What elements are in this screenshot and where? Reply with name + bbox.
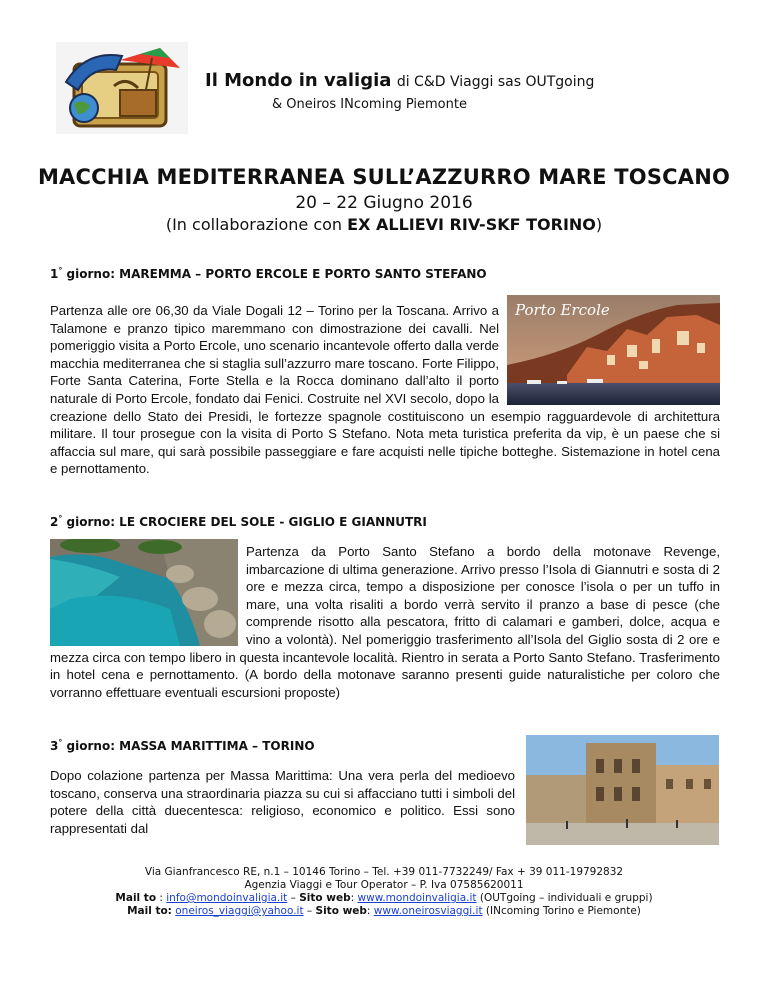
page-title: MACCHIA MEDITERRANEA SULL’AZZURRO MARE TOSCANO xyxy=(37,165,731,189)
footer-address: Via Gianfrancesco RE, n.1 – 10146 Torino – Tel. +39 011-7732249/ Fax + 39 011-19792832 xyxy=(144,866,624,878)
mail1-label: Mail to xyxy=(115,892,157,904)
day2-text: Partenza da Porto Santo Stefano a bordo della motonave Revenge, imbarcazione di ultima generazione. Arrivo presso l’Isola di Giannutri e sosta di 2 ore e mezza circa, tempo a disposizione per conosce l’isola o per un tuffo in mare, una volta risaliti a bordo verrà servito il pranzo a base di pesce (che comprende risotto alla pescatora, fritto di calamari e gamberi, dolce, acqua e vino a volontà). Nel pomeriggio trasferimento all’Isola del Giglio sosta di 2 ore e mezza circa con tempo libero in questa incantevole località. Rientro in serata a Porto Santo Stefano. Trasferimento in hotel cena e pernottamento. (A bordo della motonave saranno presenti guide naturalistiche per coloro che vorranno effettuare eventuali escursioni proposte) xyxy=(50,544,720,700)
day3-degree: ° xyxy=(58,738,63,747)
brand-header xyxy=(205,70,594,91)
day3-text: Dopo colazione partenza per Massa Marittima: Una vera perla del medioevo toscano, conserva una straordinaria piazza su cui si affacciano tutti i simboli del potere della città duecentesca: religioso, economico e politico. Essi sono rappresentati dal xyxy=(50,768,515,836)
giannutri-photo xyxy=(50,539,238,646)
collab-partner: EX ALLIEVI RIV-SKF TORINO xyxy=(347,215,596,234)
day1-number: 1 xyxy=(50,267,59,281)
mail1-dash: – xyxy=(287,892,300,904)
footer-contacts-incoming xyxy=(0,905,768,918)
day1-title: giorno: MAREMMA – PORTO ERCOLE E PORTO SANTO STEFANO xyxy=(62,267,487,281)
brand-line2: & Oneiros INcoming Piemonte xyxy=(272,97,467,112)
site2-sep: : xyxy=(366,905,374,917)
suitcase-logo xyxy=(56,42,188,134)
mail1-link[interactable]: info@mondoinvaligia.it xyxy=(166,892,288,904)
day3-number: 3 xyxy=(50,739,59,753)
footer xyxy=(0,866,768,918)
porto-ercole-photo xyxy=(507,295,720,405)
day3-heading xyxy=(50,738,315,753)
day2-degree: ° xyxy=(58,514,63,523)
site1-sep: : xyxy=(350,892,358,904)
day2-number: 2 xyxy=(50,515,59,529)
mail2-label: Mail to: xyxy=(127,905,172,917)
massa-marittima-photo xyxy=(526,735,719,845)
day2-title: giorno: LE CROCIERE DEL SOLE - GIGLIO E GIANNUTRI xyxy=(62,515,427,529)
day3-section xyxy=(50,767,515,837)
site1-label: Sito web xyxy=(299,892,351,904)
collaboration-note xyxy=(0,215,768,234)
mail2-dash: – xyxy=(303,905,316,917)
mail2-link[interactable]: oneiros_viaggi@yahoo.it xyxy=(175,905,304,917)
day1-text: Partenza alle ore 06,30 da Viale Dogali 12 – Torino per la Toscana. Arrivo a Talamone e pranzo tipico maremmano con dimostrazione dei cavalli. Nel pomeriggio visita a Porto Ercole, uno scenario incantevole offerto dalla verde macchia mediterranea che si staglia sull’azzurro mare toscano. Forte Filippo, Forte Santa Caterina, Forte Stella e la Rocca dominano dall’alto il porto naturale di Porto Ercole, fondato dai Fenici. Costruite nel XVI secolo, dopo la creazione dello Stato dei Presidi, le fortezze spagnole costituiscono un esempio ragguardevole di architettura militare. Il tour prosegue con la visita di Porto S Stefano. Nota meta turistica preferita da vip, è un paese che si affaccia sul mare, qui sarà possibile passeggiare e fare acquisti nelle tipiche botteghe. Sistemazione in hotel cena e pernottamento. xyxy=(50,303,720,477)
brand-name: Il Mondo in valigia xyxy=(205,70,392,91)
footer-contacts-outgoing xyxy=(0,892,768,905)
site2-note: (INcoming Torino e Piemonte) xyxy=(482,905,641,917)
collab-prefix: (In collaborazione con xyxy=(165,215,348,234)
footer-agency: Agenzia Viaggi e Tour Operator – P. Iva 07585620011 xyxy=(244,879,524,891)
mail1-sep: : xyxy=(156,892,167,904)
site1-note: (OUTgoing – individuali e gruppi) xyxy=(476,892,653,904)
tour-dates: 20 – 22 Giugno 2016 xyxy=(295,193,473,213)
day1-section xyxy=(50,302,720,478)
day3-title: giorno: MASSA MARITTIMA – TORINO xyxy=(62,739,315,753)
brand-subtitle: di C&D Viaggi sas OUTgoing xyxy=(396,74,595,90)
day2-section xyxy=(50,543,720,701)
day2-heading xyxy=(50,514,427,529)
site2-label: Sito web xyxy=(315,905,367,917)
collab-suffix: ) xyxy=(595,215,603,234)
day1-heading xyxy=(50,266,487,281)
photo-caption: Porto Ercole xyxy=(515,301,610,319)
site1-link[interactable]: www.mondoinvaligia.it xyxy=(357,892,477,904)
day1-degree: ° xyxy=(58,266,63,275)
site2-link[interactable]: www.oneirosviaggi.it xyxy=(373,905,483,917)
